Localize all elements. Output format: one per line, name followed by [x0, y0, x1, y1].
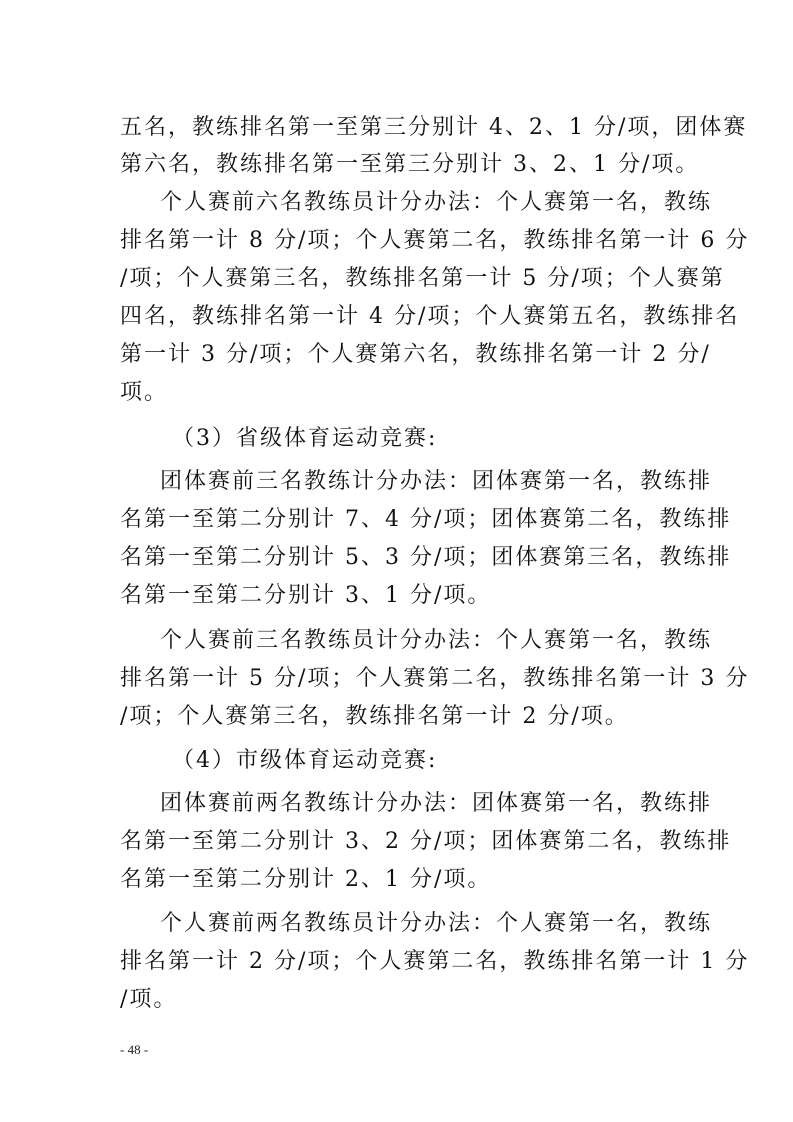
- paragraph-individual-top-two: 个人赛前两名教练员计分办法：个人赛第一名，教练: [160, 911, 713, 936]
- paragraph-team-top-two: 团体赛前两名教练计分办法：团体赛第一名，教练排: [160, 791, 713, 816]
- paragraph-individual-top-six: 个人赛前六名教练员计分办法：个人赛第一名，教练: [160, 190, 713, 215]
- text-line-16: /项；个人赛第三名，教练排名第一计 2 分/项。: [120, 704, 629, 729]
- page-number: - 48 -: [120, 1042, 149, 1057]
- text-line-20: 名第一至第二分别计 2、1 分/项。: [120, 867, 492, 892]
- paragraph-team-top-three: 团体赛前三名教练计分办法：团体赛第一名，教练排: [160, 469, 713, 494]
- text-line-6: 四名，教练排名第一计 4 分/项；个人赛第五名，教练排名: [120, 304, 740, 329]
- text-line-7: 第一计 3 分/项；个人赛第六名，教练排名第一计 2 分/: [120, 342, 711, 367]
- text-line-5: /项；个人赛第三名，教练排名第一计 5 分/项；个人赛第: [120, 266, 725, 291]
- text-line-19: 名第一至第二分别计 3、2 分/项；团体赛第二名，教练排: [120, 829, 732, 854]
- section-heading-provincial: （3）省级体育运动竞赛:: [172, 426, 438, 451]
- section-heading-municipal: （4）市级体育运动竞赛:: [172, 748, 438, 773]
- text-line-2: 第六名，教练排名第一至第三分别计 3、2、1 分/项。: [120, 152, 700, 177]
- text-line-22: 排名第一计 2 分/项；个人赛第二名，教练排名第一计 1 分: [120, 949, 750, 974]
- text-line-13: 名第一至第二分别计 3、1 分/项。: [120, 583, 492, 608]
- text-line-15: 排名第一计 5 分/项；个人赛第二名，教练排名第一计 3 分: [120, 666, 750, 691]
- text-line-1: 五名，教练排名第一至第三分别计 4、2、1 分/项，团体赛: [120, 115, 748, 140]
- text-line-8: 项。: [120, 380, 169, 405]
- text-line-11: 名第一至第二分别计 7、4 分/项；团体赛第二名，教练排: [120, 507, 732, 532]
- text-line-23: /项。: [120, 987, 178, 1012]
- paragraph-individual-top-three: 个人赛前三名教练员计分办法：个人赛第一名，教练: [160, 628, 713, 653]
- text-line-4: 排名第一计 8 分/项；个人赛第二名，教练排名第一计 6 分: [120, 228, 750, 253]
- text-line-12: 名第一至第二分别计 5、3 分/项；团体赛第三名，教练排: [120, 545, 732, 570]
